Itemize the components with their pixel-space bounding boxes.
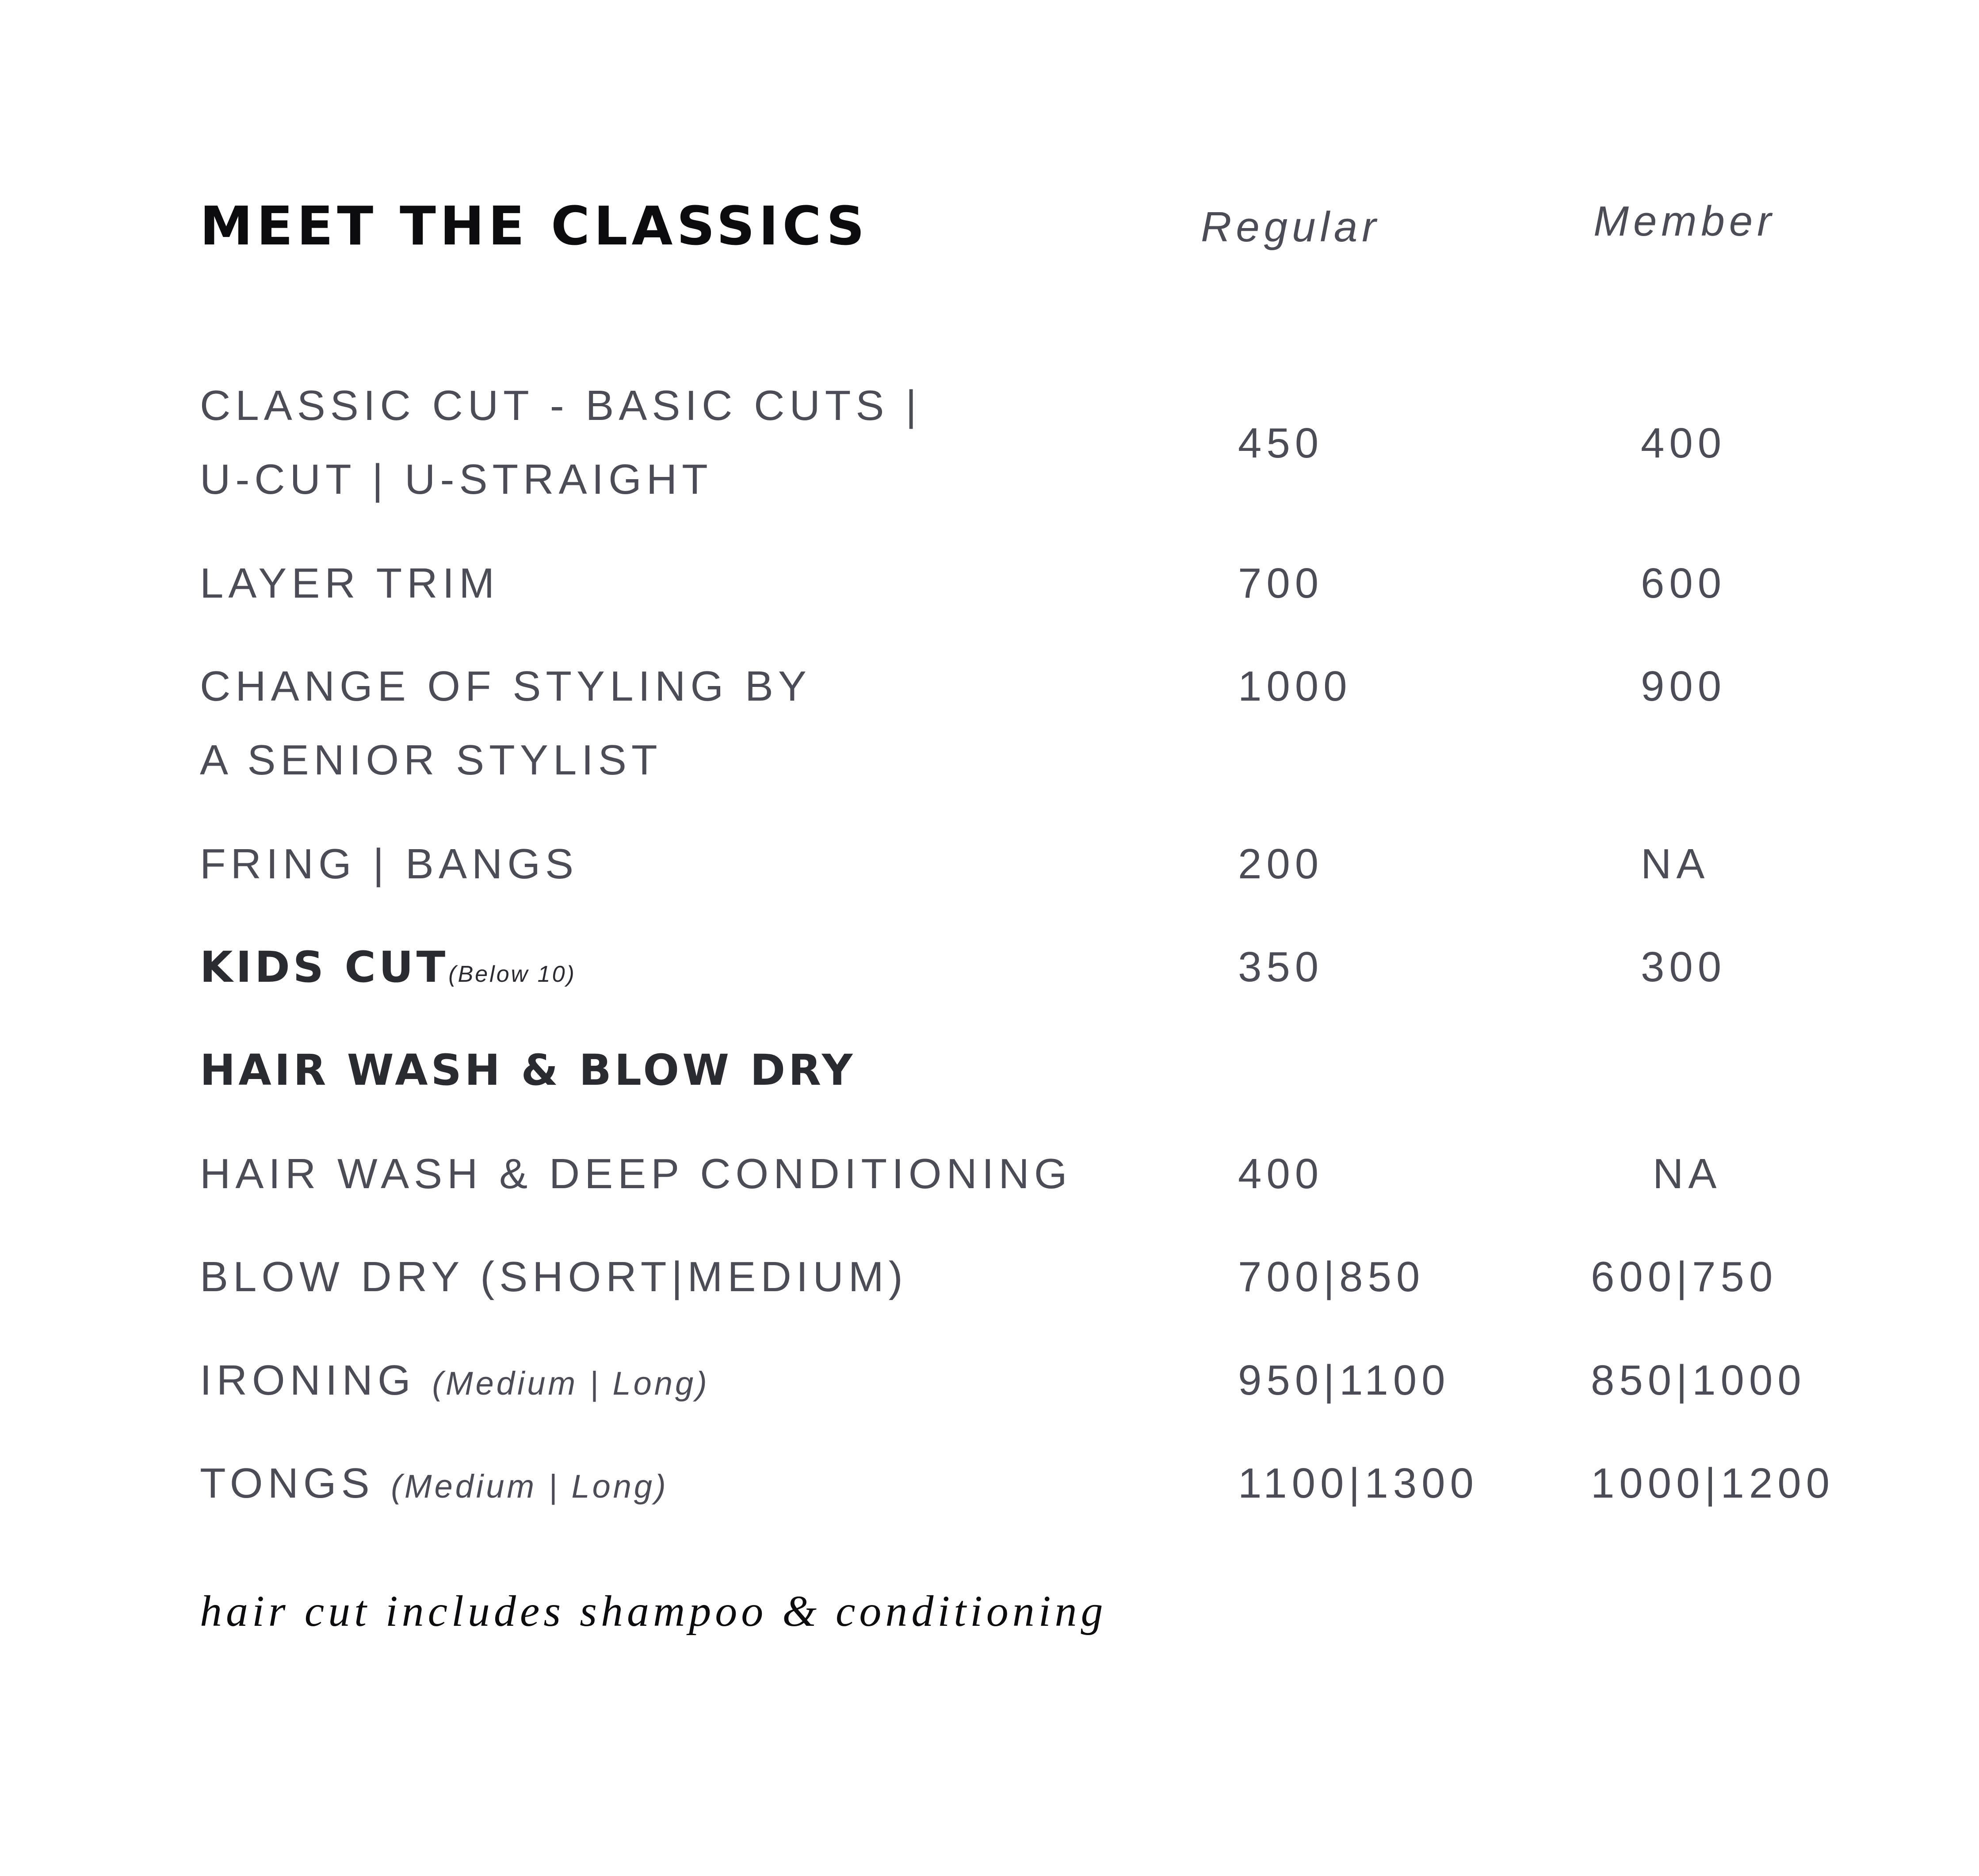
item-name: HAIR WASH & DEEP CONDITIONING: [200, 1150, 1072, 1197]
member-price: 400: [1641, 419, 1727, 467]
regular-price: 1100|1300: [1238, 1460, 1479, 1507]
member-price: NA: [1653, 1150, 1722, 1197]
item-name: CHANGE OF STYLING BY: [200, 663, 811, 710]
member-price: 600: [1641, 560, 1727, 607]
member-price: 850|1000: [1591, 1357, 1806, 1404]
item-name: BLOW DRY (SHORT|MEDIUM): [200, 1253, 908, 1300]
item-name: TONGS: [200, 1460, 374, 1507]
member-price: NA: [1641, 840, 1710, 888]
page-title: MEET THE CLASSICS: [200, 196, 869, 257]
item-name: A SENIOR STYLIST: [200, 736, 662, 784]
item-name: LAYER TRIM: [200, 560, 500, 607]
regular-price: 950|1100: [1238, 1357, 1450, 1404]
member-price: 600|750: [1591, 1253, 1778, 1300]
member-column-header: Member: [1593, 198, 1776, 245]
regular-price: 450: [1238, 419, 1324, 467]
regular-price: 200: [1238, 840, 1324, 888]
member-price: 900: [1641, 663, 1727, 710]
section-heading: HAIR WASH & BLOW DRY: [200, 1045, 856, 1095]
regular-price: 700: [1238, 560, 1324, 607]
item-note: (Below 10): [448, 961, 576, 987]
item-name: U-CUT | U-STRAIGHT: [200, 456, 713, 503]
item-note: (Medium | Long): [391, 1468, 669, 1505]
item-name: CLASSIC CUT - BASIC CUTS |: [200, 382, 922, 429]
footer-note: hair cut includes shampoo & conditioning: [200, 1586, 1107, 1636]
regular-column-header: Regular: [1201, 203, 1381, 251]
regular-price: 350: [1238, 943, 1324, 991]
item-name-row: [200, 942, 576, 992]
item-note: (Medium | Long): [432, 1365, 710, 1402]
item-name: IRONING: [200, 1357, 416, 1404]
item-name-row: [200, 1359, 710, 1402]
member-price: 300: [1641, 943, 1727, 991]
member-price: 1000|1200: [1591, 1460, 1835, 1507]
regular-price: 400: [1238, 1150, 1324, 1197]
item-name: KIDS CUT: [200, 942, 449, 992]
regular-price: 1000: [1238, 663, 1352, 710]
regular-price: 700|850: [1238, 1253, 1425, 1300]
item-name: FRING | BANGS: [200, 840, 579, 888]
item-name-row: [200, 1462, 669, 1505]
